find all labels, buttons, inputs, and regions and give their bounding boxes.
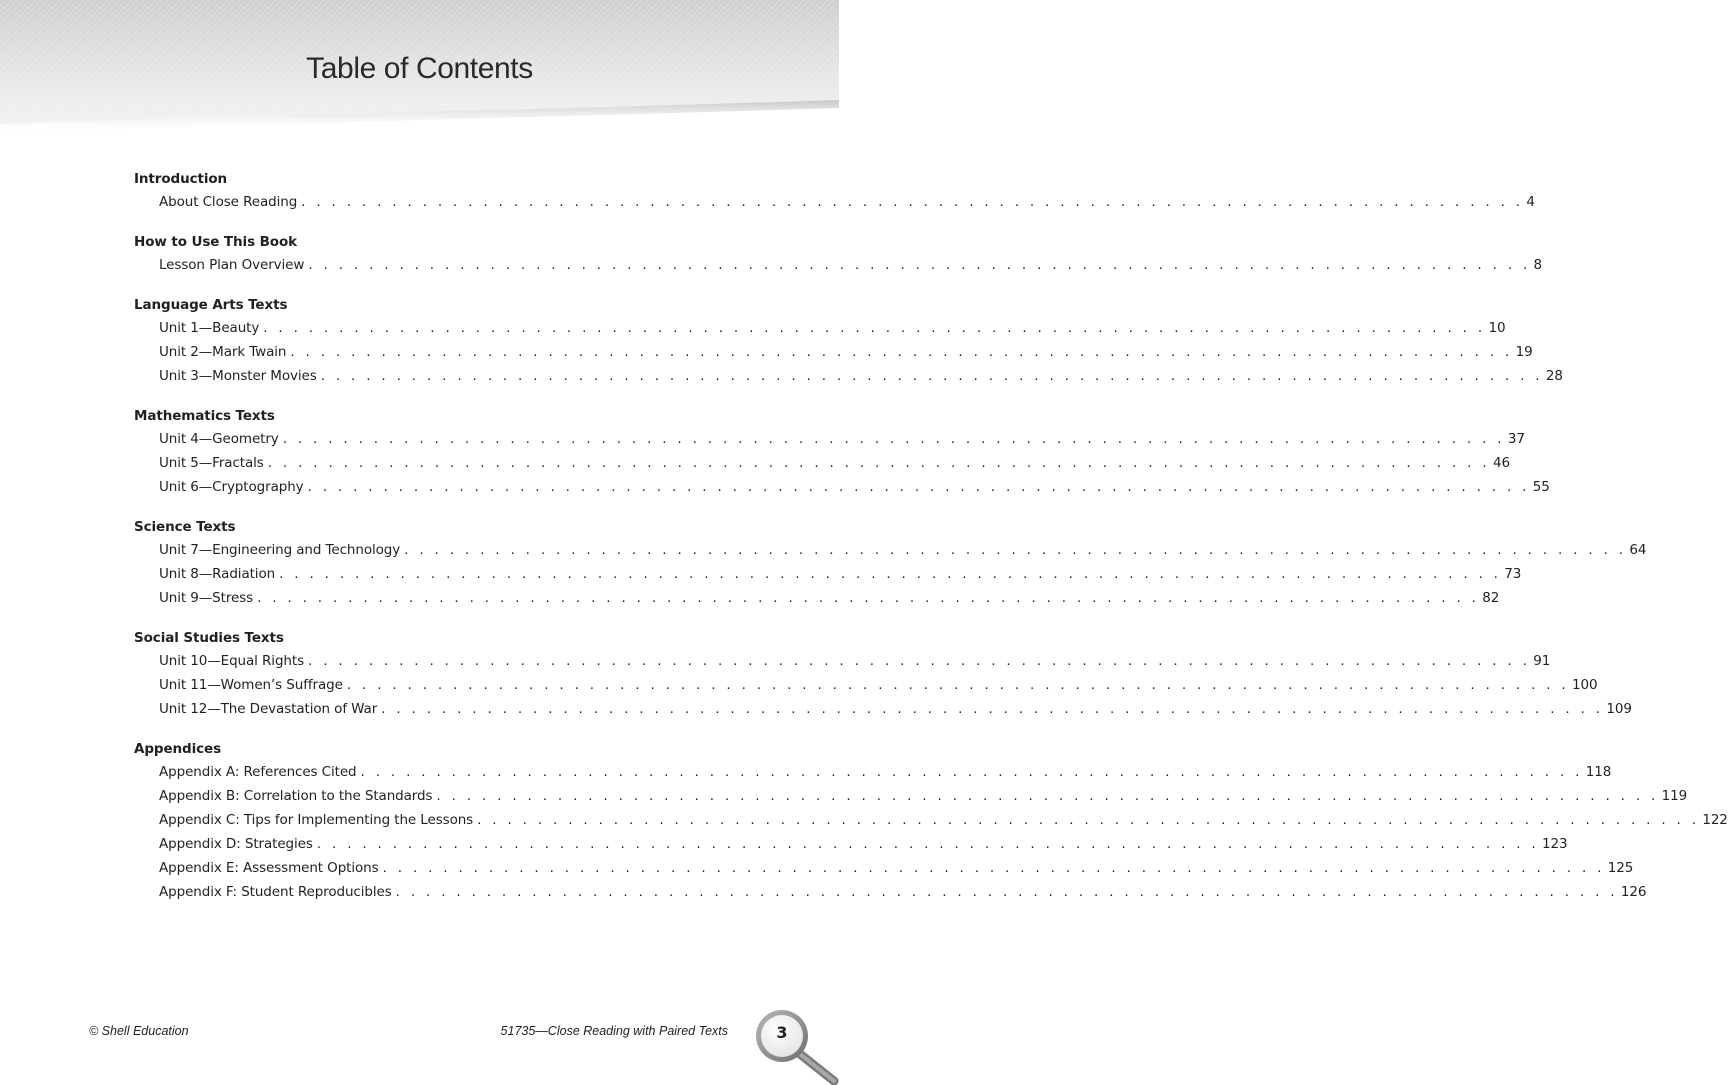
- toc-section: [134, 231, 1543, 277]
- section-heading: How to Use This Book: [134, 234, 298, 250]
- toc-entry-title: Unit 8—Radiation: [159, 562, 279, 586]
- footer-copyright: © Shell Education: [89, 1024, 189, 1038]
- toc-entry: [134, 880, 1647, 904]
- toc-entry: [134, 427, 1525, 451]
- dot-leader: . . . . . . . . . . . . . . . . . . . . . . . . . . . . . . . . . . . . . . . . . . . . . . . . . . . . . . . . . . . . . . . . . . . . . . . . . . . . . . . . .: [320, 368, 1543, 384]
- toc-entry-page: 109: [1606, 701, 1632, 717]
- toc-entry-page: 64: [1629, 542, 1647, 558]
- toc-entry-title: Lesson Plan Overview: [159, 253, 308, 277]
- dot-leader: . . . . . . . . . . . . . . . . . . . . . . . . . . . . . . . . . . . . . . . . . . . . . . . . . . . . . . . . . . . . . . . . . . . . . . . . . . . . . . . . .: [381, 701, 1604, 717]
- toc-entry-title: Appendix B: Correlation to the Standards: [159, 784, 436, 808]
- dot-leader: . . . . . . . . . . . . . . . . . . . . . . . . . . . . . . . . . . . . . . . . . . . . . . . . . . . . . . . . . . . . . . . . . . . . . . . . . . . . . . . . .: [404, 542, 1627, 558]
- toc-section: [134, 294, 1563, 388]
- toc-entry-title: Unit 3—Monster Movies: [159, 364, 321, 388]
- section-heading: Introduction: [134, 171, 228, 187]
- toc-entry: [134, 784, 1688, 808]
- toc-entry-page: 73: [1504, 566, 1522, 582]
- toc-entry: [134, 253, 1543, 277]
- magnifying-glass-icon: [750, 1006, 839, 1081]
- dot-leader: . . . . . . . . . . . . . . . . . . . . . . . . . . . . . . . . . . . . . . . . . . . . . . . . . . . . . . . . . . . . . . . . . . . . . . . . . . . . . . . . .: [290, 344, 1513, 360]
- toc-entry-page: 82: [1482, 590, 1500, 606]
- toc-entry-title: Appendix C: Tips for Implementing the Lessons: [159, 808, 477, 832]
- toc-entry: [134, 760, 1612, 784]
- toc-entry-title: About Close Reading: [159, 190, 301, 214]
- toc-entry-page: 122: [1702, 812, 1728, 828]
- toc-entry-page: 123: [1542, 836, 1568, 852]
- toc-entry-title: Unit 2—Mark Twain: [159, 340, 290, 364]
- toc-entry: [134, 475, 1550, 499]
- toc-entry-title: Unit 7—Engineering and Technology: [159, 538, 404, 562]
- toc-entry-title: Unit 10—Equal Rights: [159, 649, 308, 673]
- toc-entry: [134, 562, 1522, 586]
- toc-entry-title: Unit 5—Fractals: [159, 451, 268, 475]
- toc-section: [134, 627, 1632, 721]
- toc-entry: [134, 316, 1506, 340]
- toc-entry: [134, 808, 1728, 832]
- toc-entry-page: 4: [1526, 194, 1535, 210]
- toc-entry-page: 118: [1585, 764, 1612, 780]
- dot-leader: . . . . . . . . . . . . . . . . . . . . . . . . . . . . . . . . . . . . . . . . . . . . . . . . . . . . . . . . . . . . . . . . . . . . . . . . . . . . . . . . .: [307, 479, 1530, 495]
- table-of-contents: [134, 168, 1728, 921]
- toc-entry-page: 19: [1515, 344, 1533, 360]
- section-heading: Science Texts: [134, 519, 236, 535]
- section-heading: Mathematics Texts: [134, 408, 275, 424]
- toc-entry-page: 46: [1492, 455, 1510, 471]
- toc-entry-page: 119: [1661, 788, 1688, 804]
- dot-leader: . . . . . . . . . . . . . . . . . . . . . . . . . . . . . . . . . . . . . . . . . . . . . . . . . . . . . . . . . . . . . . . . . . . . . . . . . . . . . . . . .: [308, 653, 1531, 669]
- dot-leader: . . . . . . . . . . . . . . . . . . . . . . . . . . . . . . . . . . . . . . . . . . . . . . . . . . . . . . . . . . . . . . . . . . . . . . . . . . . . . . . . .: [282, 431, 1505, 447]
- section-heading: Appendices: [134, 741, 222, 757]
- toc-entry-page: 100: [1572, 677, 1598, 693]
- toc-entry-title: Unit 4—Geometry: [159, 427, 283, 451]
- toc-entry: [134, 832, 1568, 856]
- toc-entry: [134, 697, 1632, 721]
- dot-leader: . . . . . . . . . . . . . . . . . . . . . . . . . . . . . . . . . . . . . . . . . . . . . . . . . . . . . . . . . . . . . . . . . . . . . . . . . . . . . . . . .: [301, 194, 1524, 210]
- toc-entry-title: Unit 11—Women’s Suffrage: [159, 673, 347, 697]
- toc-entry-title: Appendix D: Strategies: [159, 832, 317, 856]
- dot-leader: . . . . . . . . . . . . . . . . . . . . . . . . . . . . . . . . . . . . . . . . . . . . . . . . . . . . . . . . . . . . . . . . . . . . . . . . . . . . . . . . .: [436, 788, 1659, 804]
- toc-entry-title: Unit 9—Stress: [159, 586, 257, 610]
- toc-entry: [134, 190, 1535, 214]
- dot-leader: . . . . . . . . . . . . . . . . . . . . . . . . . . . . . . . . . . . . . . . . . . . . . . . . . . . . . . . . . . . . . . . . . . . . . . . . . . . . . . . . .: [477, 812, 1700, 828]
- dot-leader: . . . . . . . . . . . . . . . . . . . . . . . . . . . . . . . . . . . . . . . . . . . . . . . . . . . . . . . . . . . . . . . . . . . . . . . . . . . . . . . . .: [279, 566, 1502, 582]
- toc-section: [134, 405, 1550, 499]
- footer-book-title: 51735—Close Reading with Paired Texts: [500, 1024, 728, 1038]
- toc-section: [134, 168, 1535, 214]
- toc-entry: [134, 538, 1647, 562]
- toc-entry-title: Appendix F: Student Reproducibles: [159, 880, 396, 904]
- toc-entry: [134, 340, 1533, 364]
- dot-leader: . . . . . . . . . . . . . . . . . . . . . . . . . . . . . . . . . . . . . . . . . . . . . . . . . . . . . . . . . . . . . . . . . . . . . . . . . . . . . . . . .: [316, 836, 1540, 852]
- toc-entry: [134, 586, 1500, 610]
- toc-entry-title: Unit 6—Cryptography: [159, 475, 308, 499]
- toc-entry-page: 37: [1507, 431, 1525, 447]
- dot-leader: . . . . . . . . . . . . . . . . . . . . . . . . . . . . . . . . . . . . . . . . . . . . . . . . . . . . . . . . . . . . . . . . . . . . . . . . . . . . . . . . .: [395, 884, 1618, 900]
- page-number: 3: [776, 1023, 788, 1042]
- toc-entry-page: 126: [1620, 884, 1647, 900]
- dot-leader: . . . . . . . . . . . . . . . . . . . . . . . . . . . . . . . . . . . . . . . . . . . . . . . . . . . . . . . . . . . . . . . . . . . . . . . . . . . . . . . . .: [360, 764, 1583, 780]
- toc-entry-title: Unit 12—The Devastation of War: [159, 697, 381, 721]
- dot-leader: . . . . . . . . . . . . . . . . . . . . . . . . . . . . . . . . . . . . . . . . . . . . . . . . . . . . . . . . . . . . . . . . . . . . . . . . . . . . . . . . .: [257, 590, 1480, 606]
- dot-leader: . . . . . . . . . . . . . . . . . . . . . . . . . . . . . . . . . . . . . . . . . . . . . . . . . . . . . . . . . . . . . . . . . . . . . . . . . . . . . . . . .: [346, 677, 1570, 693]
- toc-entry-title: Unit 1—Beauty: [159, 316, 263, 340]
- toc-entry-page: 8: [1533, 257, 1543, 273]
- toc-entry: [134, 856, 1634, 880]
- toc-entry-page: 55: [1532, 479, 1550, 495]
- toc-entry: [134, 673, 1598, 697]
- dot-leader: . . . . . . . . . . . . . . . . . . . . . . . . . . . . . . . . . . . . . . . . . . . . . . . . . . . . . . . . . . . . . . . . . . . . . . . . . . . . . . . . .: [263, 320, 1486, 336]
- dot-leader: . . . . . . . . . . . . . . . . . . . . . . . . . . . . . . . . . . . . . . . . . . . . . . . . . . . . . . . . . . . . . . . . . . . . . . . . . . . . . . . . .: [308, 257, 1531, 273]
- toc-entry-page: 125: [1607, 860, 1634, 876]
- page-title: Table of Contents: [306, 52, 533, 85]
- section-heading: Language Arts Texts: [134, 297, 288, 313]
- toc-section: [134, 516, 1647, 610]
- toc-entry-page: 91: [1533, 653, 1551, 669]
- toc-entry: [134, 649, 1551, 673]
- dot-leader: . . . . . . . . . . . . . . . . . . . . . . . . . . . . . . . . . . . . . . . . . . . . . . . . . . . . . . . . . . . . . . . . . . . . . . . . . . . . . . . . .: [382, 860, 1605, 876]
- section-heading: Social Studies Texts: [134, 630, 284, 646]
- toc-entry-page: 28: [1545, 368, 1563, 384]
- toc-entry-title: Appendix E: Assessment Options: [159, 856, 383, 880]
- dot-leader: . . . . . . . . . . . . . . . . . . . . . . . . . . . . . . . . . . . . . . . . . . . . . . . . . . . . . . . . . . . . . . . . . . . . . . . . . . . . . . . . .: [267, 455, 1490, 471]
- toc-entry: [134, 364, 1563, 388]
- toc-section: [134, 738, 1728, 904]
- toc-entry-title: Appendix A: References Cited: [159, 760, 361, 784]
- toc-entry: [134, 451, 1510, 475]
- toc-entry-page: 10: [1488, 320, 1506, 336]
